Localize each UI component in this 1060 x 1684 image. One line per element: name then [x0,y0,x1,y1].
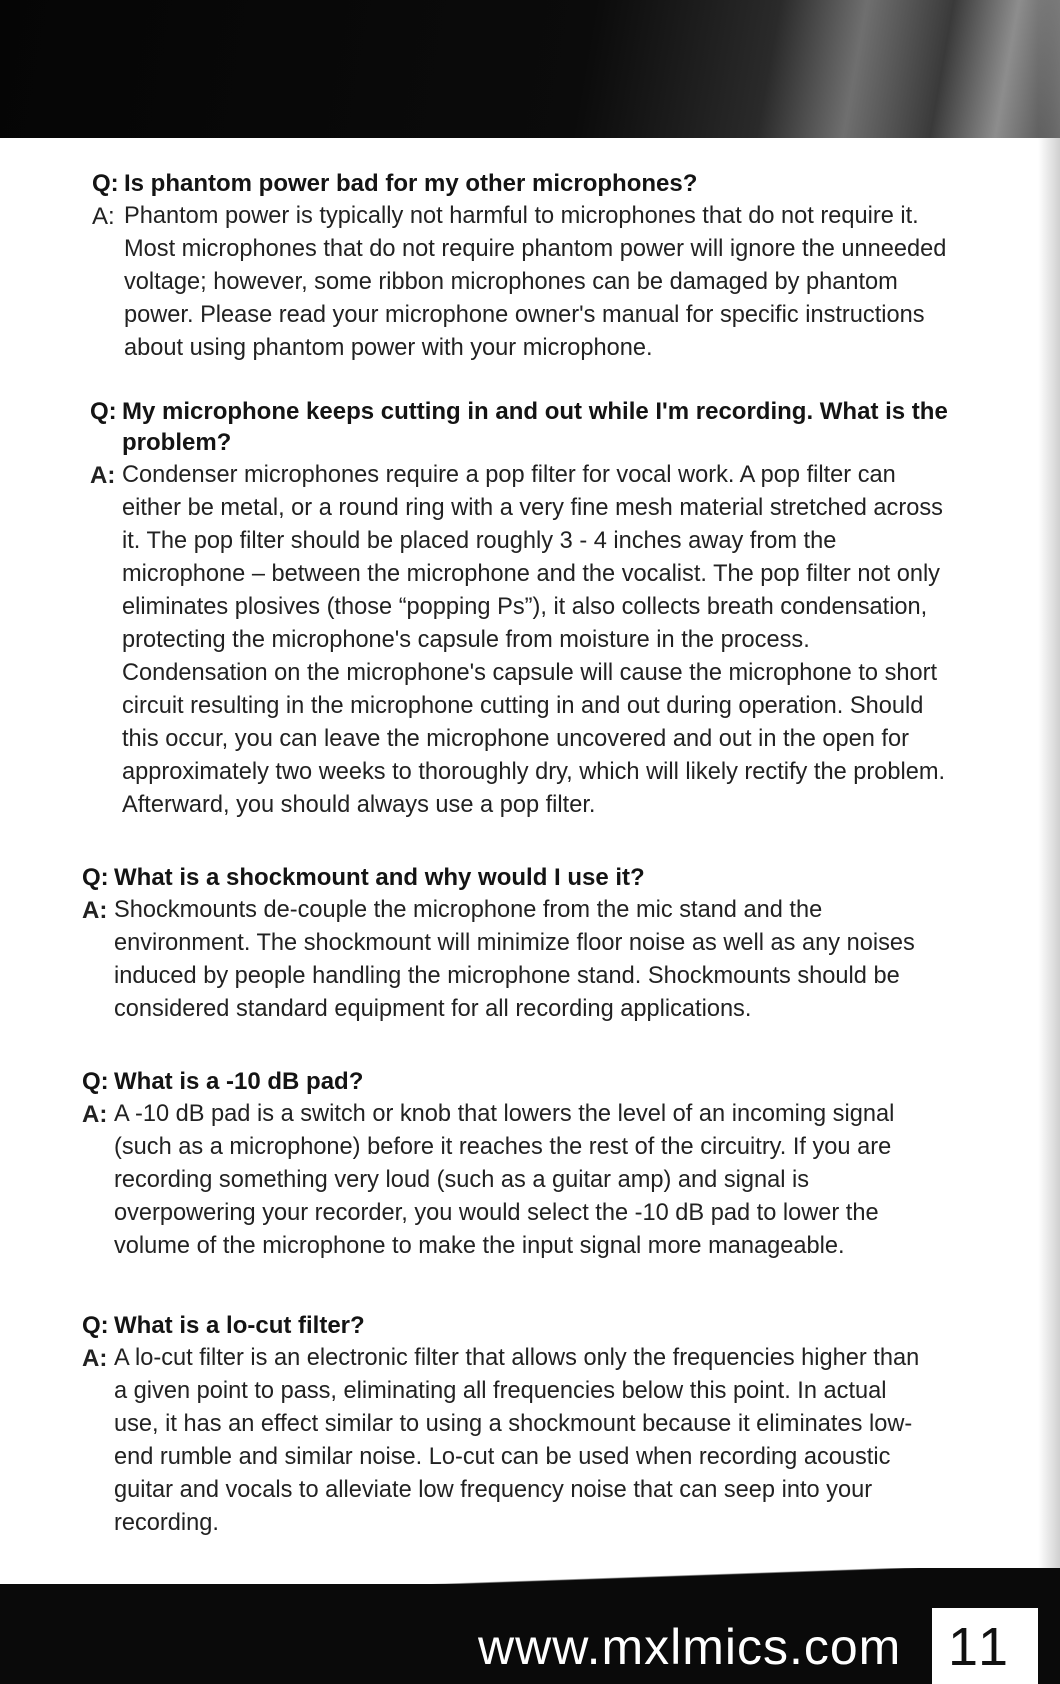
faq-question [92,168,962,199]
faq-item-cutting-in-out [90,396,950,822]
faq-question [82,862,934,893]
question-text: My microphone keeps cutting in and out while I'm recording. What is the problem? [122,398,948,456]
answer-prefix: A: [90,462,116,489]
page-edge-shadow [1038,0,1060,1684]
answer-text: A -10 dB pad is a switch or knob that lowers the level of an incoming signal (such as a microphone) before it reaches the rest of the circuitry. If you are recording something very loud (such as a guitar amp) and signal is overpowering your recorder, you would select the -10 dB pad to lower the volume of the microphone to make the input signal more manageable. [114,1101,895,1259]
question-text: Is phantom power bad for my other microphones? [124,170,698,197]
answer-text: A lo-cut filter is an electronic filter that allows only the frequencies higher than a given point to pass, eliminating all frequencies below this point. In actual use, it has an effect similar to using a shockmount because it eliminates low-end rumble and similar noise. Lo-cut can be used when recording acoustic guitar and vocals to alleviate low frequency noise that can seep into your recording. [114,1345,920,1536]
faq-answer [82,1098,952,1263]
answer-text: Condenser microphones require a pop filter for vocal work. A pop filter can either be metal, or a round ring with a very fine mesh material stretched across it. The pop filter should be placed roughly 3 - 4 inches away from the microphone – between the microphone and the vocalist. The pop filter not only eliminates plosives (those “popping Ps”), it also collects breath condensation, protecting the microphone's capsule from moisture in the process. Condensation on the microphone's capsule will cause the microphone to short circuit resulting in the microphone cutting in and out during operation. Should this occur, you can leave the microphone uncovered and out in the open for approximately two weeks to thoroughly dry, which will likely rectify the problem. Afterward, you should always use a pop filter. [122,462,946,818]
faq-item-phantom-power [92,168,962,365]
answer-prefix: A: [82,1101,108,1128]
website-url: www.mxlmics.com [478,1619,902,1675]
faq-answer [82,894,934,1026]
faq-question [90,396,950,458]
faq-answer [82,1342,934,1540]
question-prefix: Q: [82,864,109,891]
faq-item-shockmount [82,862,934,1026]
page-number: 11 [948,1617,1013,1677]
faq-question [82,1310,934,1341]
answer-prefix: A: [82,1345,108,1372]
faq-answer [90,459,950,822]
answer-text: Phantom power is typically not harmful to microphones that do not require it. Most microphones that do not require phantom power will ignore the unneeded voltage; however, some ribbon microphones can be damaged by phantom power. Please read your microphone owner's manual for specific instructions about using phantom power with your microphone. [124,203,947,361]
question-text: What is a shockmount and why would I use it? [114,864,645,891]
question-prefix: Q: [82,1312,109,1339]
faq-item-lo-cut [82,1310,934,1540]
question-prefix: Q: [90,398,117,425]
question-text: What is a -10 dB pad? [114,1068,364,1095]
answer-prefix: A: [82,897,108,924]
answer-text: Shockmounts de-couple the microphone from the mic stand and the environment. The shockmount will minimize floor noise as well as any noises induced by people handling the microphone stand. Shockmounts should be considered standard equipment for all recording applications. [114,897,915,1022]
question-prefix: Q: [82,1068,109,1095]
faq-item-pad [82,1066,952,1263]
faq-answer [92,200,962,365]
faq-question [82,1066,952,1097]
header-band [0,0,1060,138]
question-text: What is a lo-cut filter? [114,1312,365,1339]
question-prefix: Q: [92,170,119,197]
answer-prefix: A: [92,203,115,230]
